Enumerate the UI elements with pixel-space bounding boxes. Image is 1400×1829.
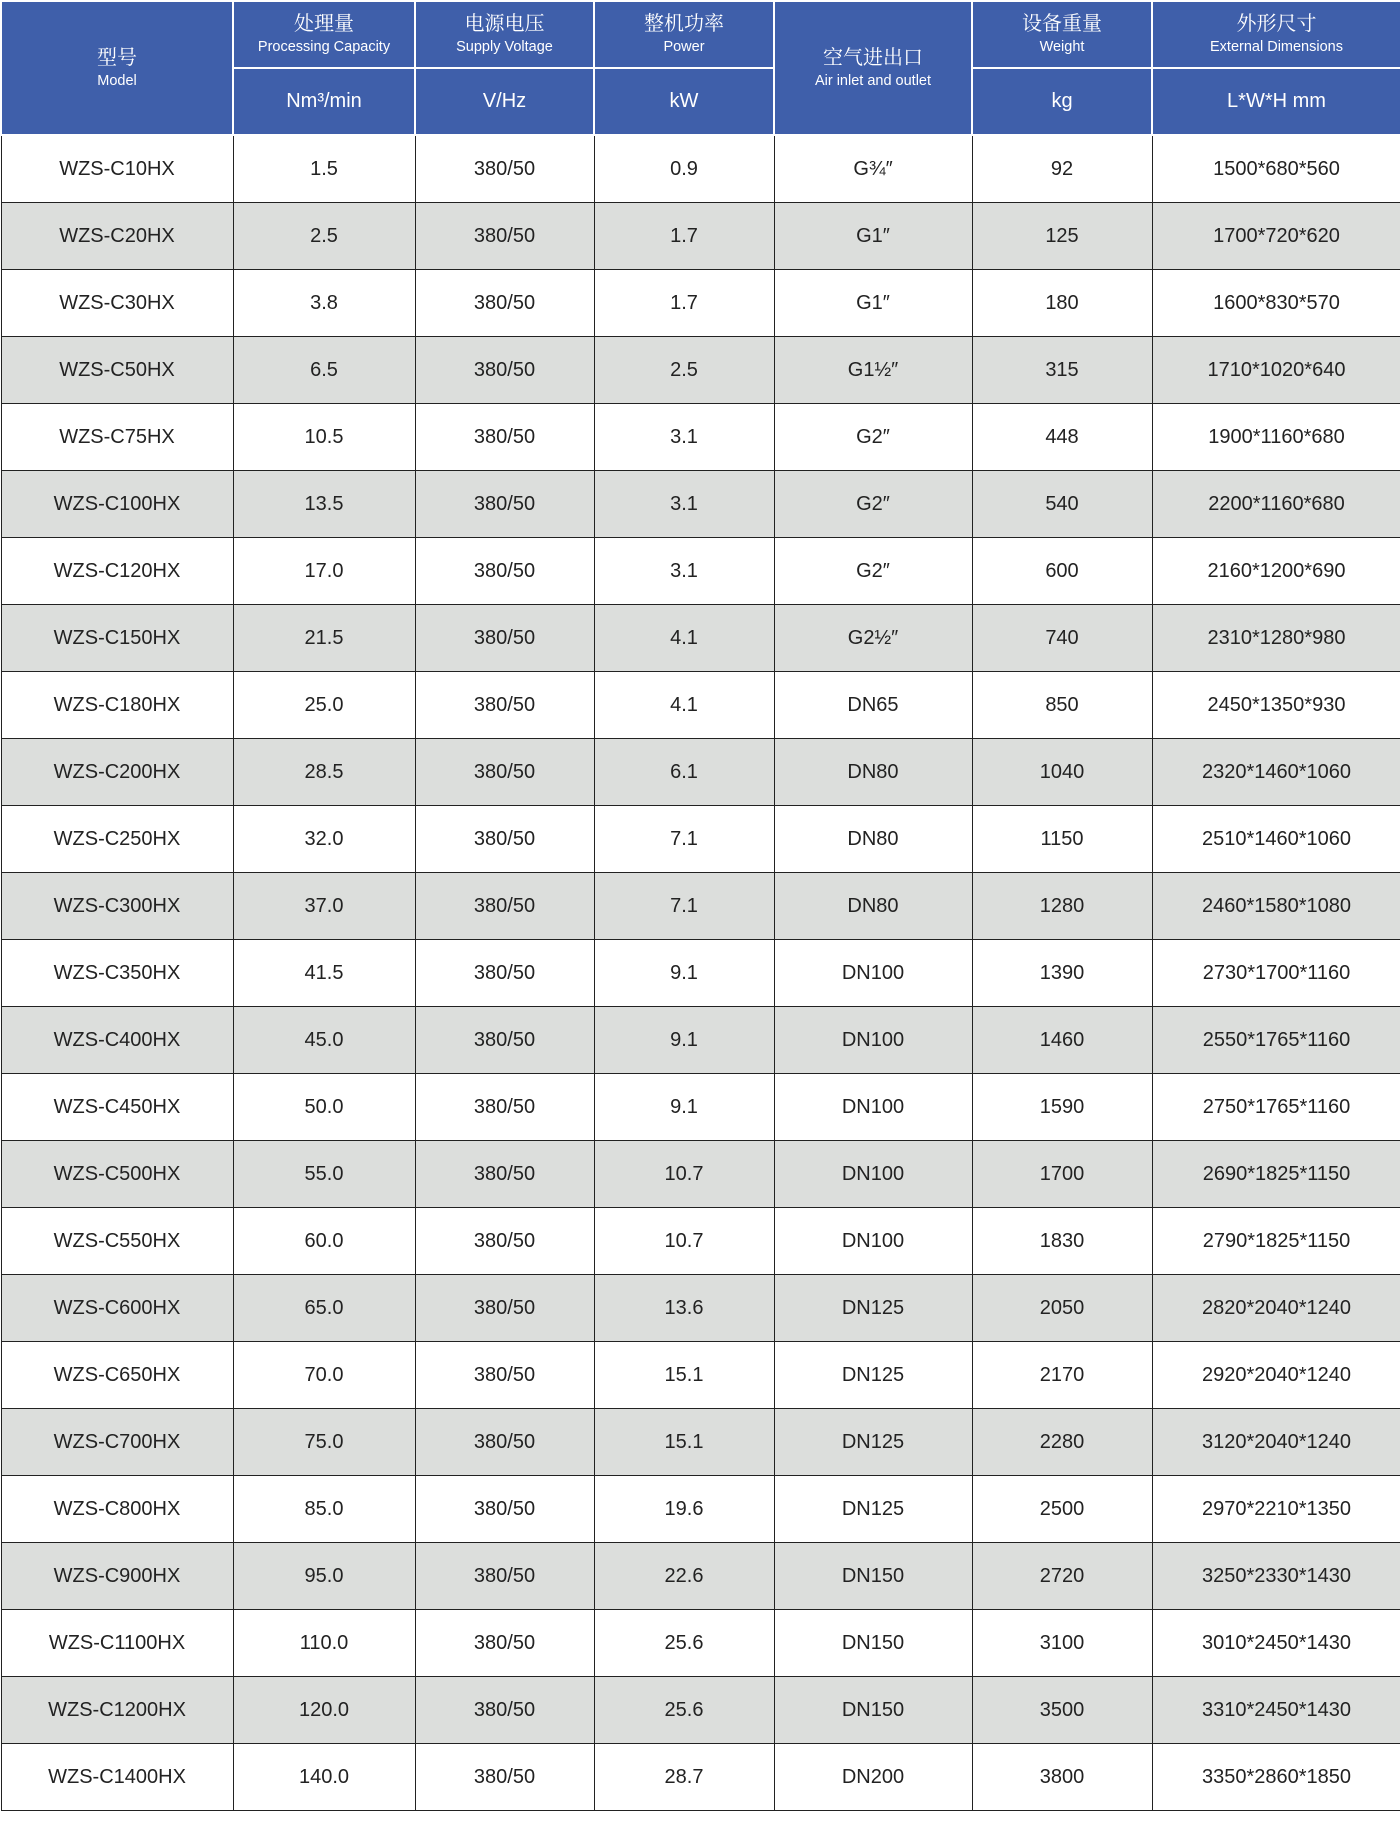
table-body — [1, 135, 1400, 1811]
capacity-cell: 70.0 — [233, 1342, 415, 1409]
dimensions-cell: 3250*2330*1430 — [1152, 1543, 1400, 1610]
voltage-cell: 380/50 — [415, 1141, 594, 1208]
voltage-cell: 380/50 — [415, 270, 594, 337]
inlet-cell: DN200 — [774, 1744, 972, 1811]
dimensions-cell: 2200*1160*680 — [1152, 471, 1400, 538]
dimensions-cell: 3310*2450*1430 — [1152, 1677, 1400, 1744]
table-row — [1, 873, 1400, 940]
dimensions-cell: 2920*2040*1240 — [1152, 1342, 1400, 1409]
capacity-cell: 65.0 — [233, 1275, 415, 1342]
model-cell: WZS-C1100HX — [1, 1610, 233, 1677]
power-cell: 9.1 — [594, 1074, 774, 1141]
table-row — [1, 1208, 1400, 1275]
weight-cell: 125 — [972, 203, 1152, 270]
power-cell: 7.1 — [594, 873, 774, 940]
inlet-cell: G¾″ — [774, 135, 972, 203]
voltage-cell: 380/50 — [415, 471, 594, 538]
voltage-cell: 380/50 — [415, 1543, 594, 1610]
voltage-cell: 380/50 — [415, 1342, 594, 1409]
model-cell: WZS-C100HX — [1, 471, 233, 538]
inlet-cell: DN150 — [774, 1610, 972, 1677]
voltage-cell: 380/50 — [415, 672, 594, 739]
voltage-cell: 380/50 — [415, 1208, 594, 1275]
table-row — [1, 1409, 1400, 1476]
weight-cell: 3500 — [972, 1677, 1152, 1744]
capacity-cell: 25.0 — [233, 672, 415, 739]
weight-cell: 3800 — [972, 1744, 1152, 1811]
model-cell: WZS-C10HX — [1, 135, 233, 203]
inlet-cell: DN80 — [774, 739, 972, 806]
power-cell: 6.1 — [594, 739, 774, 806]
dimensions-cell: 2690*1825*1150 — [1152, 1141, 1400, 1208]
capacity-cell: 120.0 — [233, 1677, 415, 1744]
voltage-cell: 380/50 — [415, 1275, 594, 1342]
header-power-zh: 整机功率 — [644, 13, 724, 36]
inlet-cell: DN125 — [774, 1275, 972, 1342]
dimensions-cell: 3350*2860*1850 — [1152, 1744, 1400, 1811]
model-cell: WZS-C120HX — [1, 538, 233, 605]
weight-cell: 740 — [972, 605, 1152, 672]
header-model — [1, 1, 233, 135]
dimensions-cell: 2510*1460*1060 — [1152, 806, 1400, 873]
header-inlet-zh: 空气进出口 — [823, 46, 923, 69]
model-cell: WZS-C550HX — [1, 1208, 233, 1275]
power-cell: 9.1 — [594, 1007, 774, 1074]
inlet-cell: G1″ — [774, 203, 972, 270]
voltage-cell: 380/50 — [415, 1610, 594, 1677]
voltage-cell: 380/50 — [415, 1007, 594, 1074]
dimensions-cell: 2310*1280*980 — [1152, 605, 1400, 672]
header-weight — [972, 1, 1152, 68]
dimensions-cell: 1600*830*570 — [1152, 270, 1400, 337]
model-cell: WZS-C800HX — [1, 1476, 233, 1543]
weight-cell: 1390 — [972, 940, 1152, 1007]
table-row — [1, 1744, 1400, 1811]
table-row — [1, 135, 1400, 203]
inlet-cell: DN100 — [774, 1007, 972, 1074]
inlet-cell: DN100 — [774, 940, 972, 1007]
power-cell: 2.5 — [594, 337, 774, 404]
inlet-cell: G1″ — [774, 270, 972, 337]
model-cell: WZS-C300HX — [1, 873, 233, 940]
model-cell: WZS-C700HX — [1, 1409, 233, 1476]
power-cell: 7.1 — [594, 806, 774, 873]
inlet-cell: DN100 — [774, 1141, 972, 1208]
power-cell: 1.7 — [594, 203, 774, 270]
dimensions-cell: 2750*1765*1160 — [1152, 1074, 1400, 1141]
table-row — [1, 1677, 1400, 1744]
model-cell: WZS-C1200HX — [1, 1677, 233, 1744]
model-cell: WZS-C350HX — [1, 940, 233, 1007]
model-cell: WZS-C200HX — [1, 739, 233, 806]
power-cell: 15.1 — [594, 1409, 774, 1476]
voltage-cell: 380/50 — [415, 203, 594, 270]
table-row — [1, 404, 1400, 471]
table-row — [1, 605, 1400, 672]
inlet-cell: G1½″ — [774, 337, 972, 404]
weight-cell: 1460 — [972, 1007, 1152, 1074]
capacity-cell: 85.0 — [233, 1476, 415, 1543]
table-row — [1, 940, 1400, 1007]
weight-cell: 2050 — [972, 1275, 1152, 1342]
dimensions-cell: 2460*1580*1080 — [1152, 873, 1400, 940]
model-cell: WZS-C150HX — [1, 605, 233, 672]
model-cell: WZS-C400HX — [1, 1007, 233, 1074]
model-cell: WZS-C180HX — [1, 672, 233, 739]
voltage-cell: 380/50 — [415, 806, 594, 873]
capacity-cell: 28.5 — [233, 739, 415, 806]
capacity-cell: 10.5 — [233, 404, 415, 471]
capacity-cell: 60.0 — [233, 1208, 415, 1275]
dimensions-cell: 2730*1700*1160 — [1152, 940, 1400, 1007]
unit-capacity: Nm³/min — [233, 68, 415, 135]
inlet-cell: DN125 — [774, 1342, 972, 1409]
header-voltage-zh: 电源电压 — [464, 13, 545, 36]
unit-voltage: V/Hz — [415, 68, 594, 135]
table-row — [1, 471, 1400, 538]
voltage-cell: 380/50 — [415, 1409, 594, 1476]
header-capacity — [233, 1, 415, 68]
unit-weight: kg — [972, 68, 1152, 135]
inlet-cell: DN80 — [774, 873, 972, 940]
capacity-cell: 2.5 — [233, 203, 415, 270]
capacity-cell: 21.5 — [233, 605, 415, 672]
header-inlet — [774, 1, 972, 135]
header-power-en: Power — [663, 39, 705, 56]
model-cell: WZS-C600HX — [1, 1275, 233, 1342]
dimensions-cell: 3120*2040*1240 — [1152, 1409, 1400, 1476]
voltage-cell: 380/50 — [415, 337, 594, 404]
unit-dimensions: L*W*H mm — [1152, 68, 1400, 135]
power-cell: 4.1 — [594, 605, 774, 672]
inlet-cell: DN80 — [774, 806, 972, 873]
voltage-cell: 380/50 — [415, 873, 594, 940]
voltage-cell: 380/50 — [415, 1677, 594, 1744]
table-row — [1, 672, 1400, 739]
dimensions-cell: 1700*720*620 — [1152, 203, 1400, 270]
table-row — [1, 1074, 1400, 1141]
table-row — [1, 1342, 1400, 1409]
weight-cell: 1150 — [972, 806, 1152, 873]
inlet-cell: G2″ — [774, 404, 972, 471]
dimensions-cell: 2450*1350*930 — [1152, 672, 1400, 739]
weight-cell: 1040 — [972, 739, 1152, 806]
inlet-cell: G2″ — [774, 538, 972, 605]
table-row — [1, 1141, 1400, 1208]
power-cell: 3.1 — [594, 471, 774, 538]
model-cell: WZS-C250HX — [1, 806, 233, 873]
power-cell: 22.6 — [594, 1543, 774, 1610]
weight-cell: 850 — [972, 672, 1152, 739]
model-cell: WZS-C75HX — [1, 404, 233, 471]
power-cell: 3.1 — [594, 404, 774, 471]
power-cell: 10.7 — [594, 1141, 774, 1208]
dimensions-cell: 2820*2040*1240 — [1152, 1275, 1400, 1342]
header-dimensions — [1152, 1, 1400, 68]
weight-cell: 92 — [972, 135, 1152, 203]
table-row — [1, 538, 1400, 605]
header-model-en: Model — [97, 72, 137, 89]
table-row — [1, 806, 1400, 873]
capacity-cell: 6.5 — [233, 337, 415, 404]
model-cell: WZS-C20HX — [1, 203, 233, 270]
table-row — [1, 1007, 1400, 1074]
capacity-cell: 41.5 — [233, 940, 415, 1007]
capacity-cell: 17.0 — [233, 538, 415, 605]
power-cell: 1.7 — [594, 270, 774, 337]
capacity-cell: 45.0 — [233, 1007, 415, 1074]
dimensions-cell: 2550*1765*1160 — [1152, 1007, 1400, 1074]
model-cell: WZS-C500HX — [1, 1141, 233, 1208]
capacity-cell: 37.0 — [233, 873, 415, 940]
dimensions-cell: 3010*2450*1430 — [1152, 1610, 1400, 1677]
inlet-cell: DN125 — [774, 1476, 972, 1543]
weight-cell: 2500 — [972, 1476, 1152, 1543]
table-row — [1, 1275, 1400, 1342]
model-cell: WZS-C650HX — [1, 1342, 233, 1409]
header-capacity-en: Processing Capacity — [257, 39, 391, 56]
header-voltage — [415, 1, 594, 68]
inlet-cell: G2″ — [774, 471, 972, 538]
dimensions-cell: 2320*1460*1060 — [1152, 739, 1400, 806]
weight-cell: 448 — [972, 404, 1152, 471]
weight-cell: 315 — [972, 337, 1152, 404]
dimensions-cell: 2970*2210*1350 — [1152, 1476, 1400, 1543]
table-row — [1, 1543, 1400, 1610]
capacity-cell: 75.0 — [233, 1409, 415, 1476]
capacity-cell: 110.0 — [233, 1610, 415, 1677]
capacity-cell: 1.5 — [233, 135, 415, 203]
capacity-cell: 3.8 — [233, 270, 415, 337]
voltage-cell: 380/50 — [415, 135, 594, 203]
power-cell: 19.6 — [594, 1476, 774, 1543]
dimensions-cell: 2160*1200*690 — [1152, 538, 1400, 605]
weight-cell: 600 — [972, 538, 1152, 605]
weight-cell: 1590 — [972, 1074, 1152, 1141]
inlet-cell: DN100 — [774, 1074, 972, 1141]
weight-cell: 1830 — [972, 1208, 1152, 1275]
weight-cell: 2280 — [972, 1409, 1152, 1476]
header-inlet-en: Air inlet and outlet — [814, 72, 932, 89]
weight-cell: 2720 — [972, 1543, 1152, 1610]
voltage-cell: 380/50 — [415, 1744, 594, 1811]
weight-cell: 540 — [972, 471, 1152, 538]
power-cell: 9.1 — [594, 940, 774, 1007]
header-weight-en: Weight — [1039, 39, 1085, 56]
header-dimensions-en: External Dimensions — [1210, 39, 1343, 56]
capacity-cell: 95.0 — [233, 1543, 415, 1610]
header-power — [594, 1, 774, 68]
weight-cell: 3100 — [972, 1610, 1152, 1677]
model-cell: WZS-C30HX — [1, 270, 233, 337]
inlet-cell: DN150 — [774, 1677, 972, 1744]
power-cell: 15.1 — [594, 1342, 774, 1409]
capacity-cell: 50.0 — [233, 1074, 415, 1141]
inlet-cell: G2½″ — [774, 605, 972, 672]
power-cell: 25.6 — [594, 1677, 774, 1744]
voltage-cell: 380/50 — [415, 404, 594, 471]
header-model-zh: 型号 — [97, 46, 137, 69]
header-capacity-zh: 处理量 — [294, 13, 354, 36]
power-cell: 13.6 — [594, 1275, 774, 1342]
weight-cell: 180 — [972, 270, 1152, 337]
voltage-cell: 380/50 — [415, 739, 594, 806]
header-voltage-en: Supply Voltage — [456, 39, 553, 56]
capacity-cell: 32.0 — [233, 806, 415, 873]
power-cell: 4.1 — [594, 672, 774, 739]
voltage-cell: 380/50 — [415, 1074, 594, 1141]
power-cell: 25.6 — [594, 1610, 774, 1677]
unit-power: kW — [594, 68, 774, 135]
voltage-cell: 380/50 — [415, 605, 594, 672]
voltage-cell: 380/50 — [415, 940, 594, 1007]
header-weight-zh: 设备重量 — [1022, 13, 1102, 36]
weight-cell: 1700 — [972, 1141, 1152, 1208]
voltage-cell: 380/50 — [415, 1476, 594, 1543]
model-cell: WZS-C50HX — [1, 337, 233, 404]
power-cell: 28.7 — [594, 1744, 774, 1811]
model-cell: WZS-C450HX — [1, 1074, 233, 1141]
inlet-cell: DN65 — [774, 672, 972, 739]
model-cell: WZS-C1400HX — [1, 1744, 233, 1811]
model-cell: WZS-C900HX — [1, 1543, 233, 1610]
table-row — [1, 1610, 1400, 1677]
inlet-cell: DN125 — [774, 1409, 972, 1476]
table-row — [1, 270, 1400, 337]
header-dimensions-zh: 外形尺寸 — [1236, 13, 1317, 36]
dimensions-cell: 1900*1160*680 — [1152, 404, 1400, 471]
weight-cell: 2170 — [972, 1342, 1152, 1409]
dimensions-cell: 1500*680*560 — [1152, 135, 1400, 203]
power-cell: 10.7 — [594, 1208, 774, 1275]
weight-cell: 1280 — [972, 873, 1152, 940]
inlet-cell: DN100 — [774, 1208, 972, 1275]
inlet-cell: DN150 — [774, 1543, 972, 1610]
dimensions-cell: 2790*1825*1150 — [1152, 1208, 1400, 1275]
table-row — [1, 203, 1400, 270]
capacity-cell: 13.5 — [233, 471, 415, 538]
power-cell: 3.1 — [594, 538, 774, 605]
table-header — [1, 1, 1400, 135]
table-row — [1, 337, 1400, 404]
capacity-cell: 140.0 — [233, 1744, 415, 1811]
table-row — [1, 739, 1400, 806]
power-cell: 0.9 — [594, 135, 774, 203]
capacity-cell: 55.0 — [233, 1141, 415, 1208]
dimensions-cell: 1710*1020*640 — [1152, 337, 1400, 404]
table-row — [1, 1476, 1400, 1543]
voltage-cell: 380/50 — [415, 538, 594, 605]
